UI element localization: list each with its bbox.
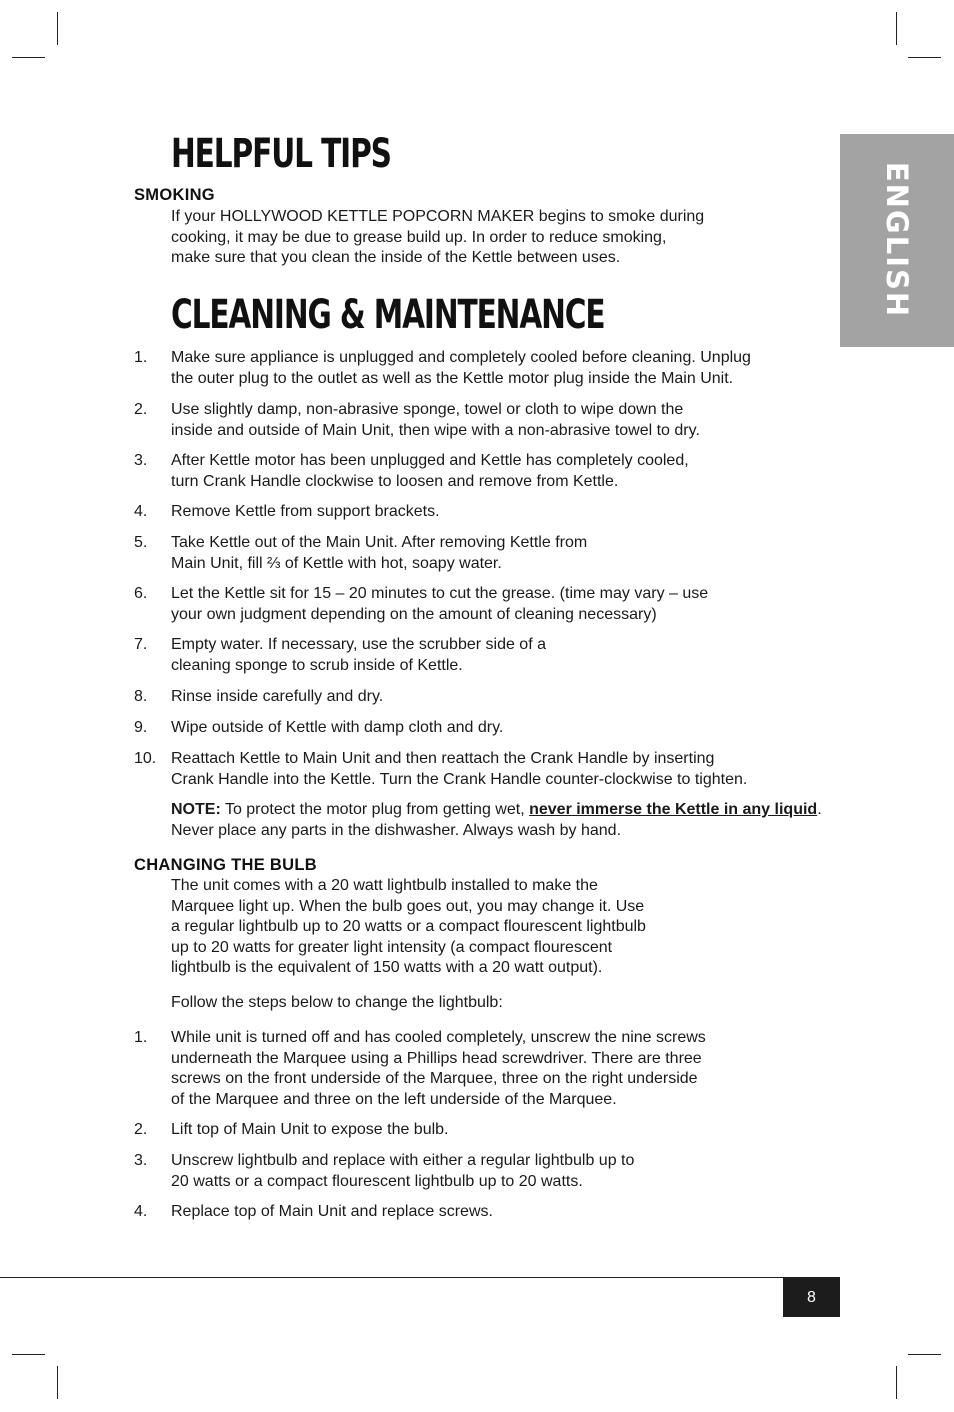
- bulb-intro-paragraph: [171, 876, 831, 979]
- step-text: Reattach Kettle to Main Unit and then reattach the Crank Handle by inserting Crank Handle into the Kettle. Turn the Crank Handle counter-clockwise to tighten.: [171, 750, 748, 788]
- step-number: 1.: [134, 349, 148, 366]
- bulb-follow-text: Follow the steps below to change the lightbulb:: [171, 994, 503, 1011]
- step-text: Take Kettle out of the Main Unit. After removing Kettle from Main Unit, fill ⅔ of Kettle with hot, soapy water.: [171, 534, 588, 572]
- step-text: Remove Kettle from support brackets.: [171, 503, 440, 520]
- step-text: Unscrew lightbulb and replace with either a regular lightbulb up to 20 watts or a compact flourescent lightbulb up to 20 watts.: [171, 1152, 635, 1190]
- step-text: Lift top of Main Unit to expose the bulb.: [171, 1121, 449, 1138]
- helpful-tips-title: HELPFUL TIPS: [171, 131, 391, 177]
- note-emphasis: never immerse the Kettle in any liquid: [529, 801, 818, 818]
- step-number: 3.: [134, 452, 148, 469]
- language-tab-label: ENGLISH: [880, 161, 914, 319]
- crop-mark: [12, 57, 45, 58]
- paragraph-line: Marquee light up. When the bulb goes out, you may change it. Use: [171, 897, 645, 915]
- step-number: 10.: [134, 750, 157, 767]
- crop-mark: [12, 1354, 45, 1355]
- step-text: Rinse inside carefully and dry.: [171, 688, 384, 705]
- crop-mark: [896, 12, 897, 45]
- step-text: Replace top of Main Unit and replace screws.: [171, 1203, 493, 1220]
- step-number: 4.: [134, 503, 148, 520]
- paragraph-line: a regular lightbulb up to 20 watts or a compact flourescent lightbulb: [171, 918, 646, 935]
- smoking-heading: SMOKING: [134, 186, 215, 204]
- language-tab: [840, 134, 954, 347]
- note-text: To protect the motor plug from getting wet,: [220, 801, 530, 818]
- step-text: Use slightly damp, non-abrasive sponge, towel or cloth to wipe down the inside and outside of Main Unit, then wipe with a non-abrasive towel to dry.: [171, 401, 700, 439]
- step-number: 1.: [134, 1029, 148, 1046]
- crop-mark: [908, 57, 941, 58]
- changing-bulb-heading: CHANGING THE BULB: [134, 856, 317, 874]
- step-number: 2.: [134, 401, 148, 418]
- crop-mark: [896, 1366, 897, 1399]
- step-text: Empty water. If necessary, use the scrubber side of a cleaning sponge to scrub inside of Kettle.: [171, 636, 546, 674]
- paragraph-line: If your HOLLYWOOD KETTLE POPCORN MAKER begins to smoke during: [171, 208, 705, 225]
- footer-rule: [0, 1277, 840, 1278]
- paragraph-line: lightbulb is the equivalent of 150 watts with a 20 watt output).: [171, 959, 603, 976]
- paragraph-line: cooking, it may be due to grease build up. In order to reduce smoking,: [171, 228, 667, 246]
- step-text: Wipe outside of Kettle with damp cloth and dry.: [171, 719, 504, 736]
- step-number: 4.: [134, 1203, 148, 1220]
- step-number: 8.: [134, 688, 148, 705]
- step-number: 2.: [134, 1121, 148, 1138]
- step-number: 7.: [134, 636, 148, 653]
- step-number: 9.: [134, 719, 148, 736]
- crop-mark: [57, 1366, 58, 1399]
- step-text: Let the Kettle sit for 15 – 20 minutes to cut the grease. (time may vary – use your own judgment depending on the amount of cleaning necessary): [171, 585, 709, 623]
- note-label: NOTE:: [171, 801, 221, 818]
- page-number-box: [783, 1278, 840, 1317]
- step-number: 3.: [134, 1152, 148, 1169]
- paragraph-line: The unit comes with a 20 watt lightbulb installed to make the: [171, 877, 598, 894]
- step-number: 6.: [134, 585, 148, 602]
- crop-mark: [57, 12, 58, 45]
- step-text: After Kettle motor has been unplugged and Kettle has completely cooled, turn Crank Handle clockwise to loosen and remove from Kettle.: [171, 452, 689, 490]
- smoking-paragraph: [171, 207, 831, 269]
- step-text: While unit is turned off and has cooled completely, unscrew the nine screws underneath the Marquee using a Phillips head screwdriver. There are three screws on the front underside of the Marquee, three on the right underside of the Marquee and three on the left underside of the Marquee.: [171, 1029, 706, 1108]
- cleaning-title: CLEANING & MAINTENANCE: [171, 292, 605, 338]
- step-text: Make sure appliance is unplugged and completely cooled before cleaning. Unplug the outer plug to the outlet as well as the Kettle motor plug inside the Main Unit.: [171, 349, 751, 387]
- paragraph-line: up to 20 watts for greater light intensity (a compact flourescent: [171, 938, 613, 956]
- page-number: 8: [807, 1288, 816, 1306]
- paragraph-line: make sure that you clean the inside of the Kettle between uses.: [171, 249, 621, 266]
- step-number: 5.: [134, 534, 148, 551]
- note-paragraph: [171, 800, 831, 841]
- note-text: . Never place any parts in the dishwasher. Always wash by hand.: [171, 801, 822, 839]
- crop-mark: [908, 1354, 941, 1355]
